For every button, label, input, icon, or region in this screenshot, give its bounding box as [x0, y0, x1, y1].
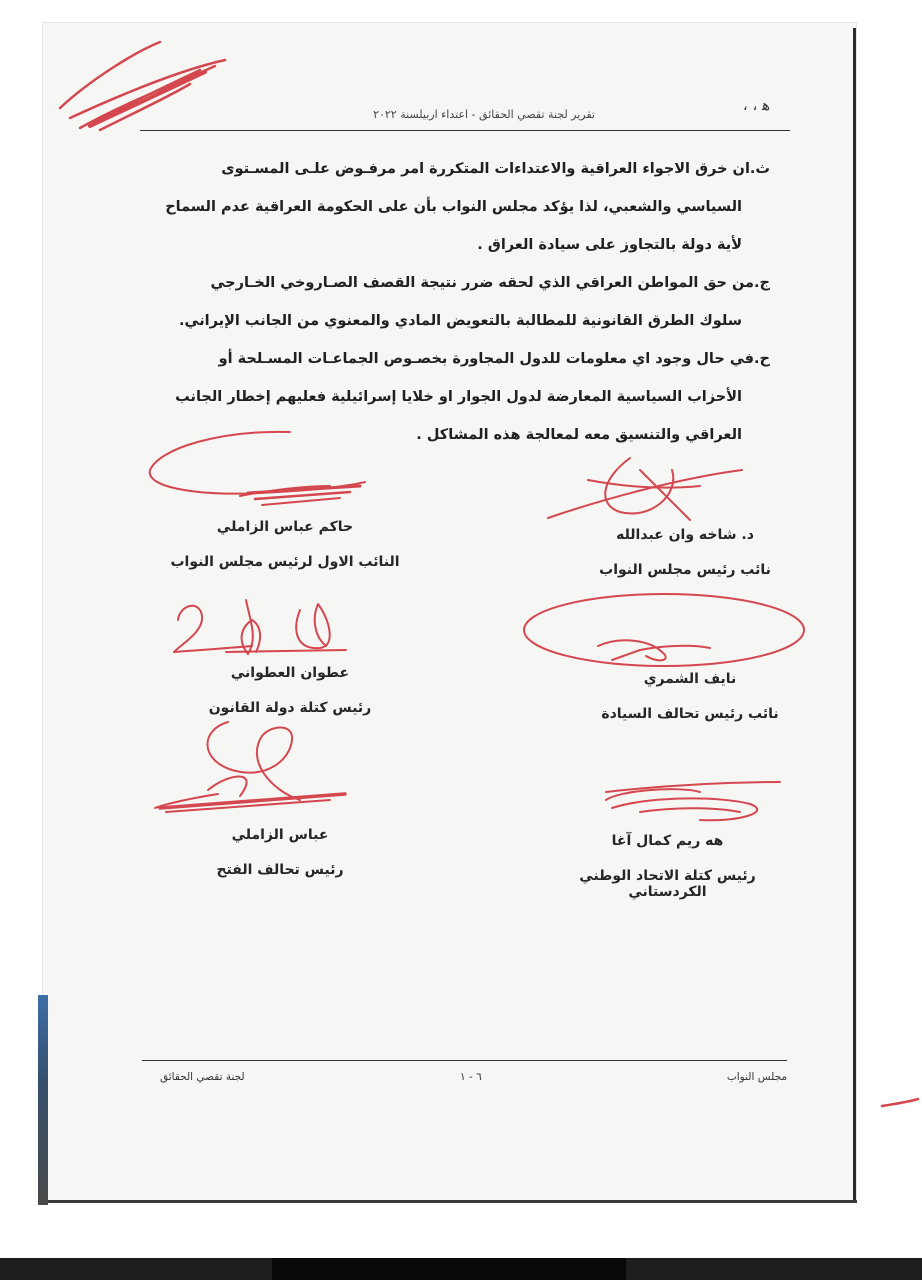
signatory-title: النائب الاول لرئيس مجلس النواب	[170, 554, 400, 570]
signatory-name: حاكم عباس الزاملي	[216, 519, 354, 535]
report-body	[130, 152, 770, 456]
signatory-title: نائب رئيس مجلس النواب	[599, 562, 771, 578]
background-strip	[38, 995, 48, 1205]
viewer-bottom-bar-segment	[272, 1258, 626, 1280]
signatory-block	[180, 822, 380, 878]
viewer-bottom-bar	[0, 1258, 922, 1280]
footer-committee: لجنة تقصي الحقائق	[160, 1071, 245, 1083]
signatory-block	[570, 522, 800, 578]
signatory-title: رئيس كتلة دولة القانون	[208, 700, 372, 716]
paragraph-ha: ح.في حال وجود اي معلومات للدول المجاورة بخصـوص الجماعـات المسـلحة أو	[218, 351, 770, 367]
paragraph-ha-line3: العراقي والتنسيق معه لمعالجة هذه المشاكل .	[416, 427, 742, 443]
signatory-block	[540, 828, 795, 900]
paragraph-tha-line3: لأية دولة بالتجاوز على سيادة العراق .	[477, 237, 742, 253]
page-edge-bottom	[42, 1200, 857, 1203]
signatory-name: عباس الزاملي	[231, 827, 329, 843]
page-footer	[142, 1060, 787, 1101]
page-header	[140, 96, 790, 131]
margin-ink-mark	[882, 1099, 918, 1106]
signatory-block	[575, 666, 805, 722]
signatory-name: عطوان العطواني	[230, 665, 350, 681]
paragraph-tha-line2: السياسي والشعبي، لذا يؤكد مجلس النواب بأن على الحكومة العراقية عدم السماح	[165, 199, 742, 215]
signatory-title: رئيس كتلة الاتحاد الوطني الكردستاني	[579, 868, 756, 900]
signatory-name: هه ريم كمال آغا	[611, 833, 724, 849]
header-mark: ﻫ ، ،	[742, 96, 770, 114]
paragraph-jim-line2: سلوك الطرق القانونية للمطالبة بالتعويض المادي والمعنوي من الجانب الإيراني.	[179, 313, 742, 329]
signatory-name: د. شاخه وان عبدالله	[616, 527, 754, 543]
page-edge-right	[853, 28, 856, 1203]
signatory-title: رئيس تحالف الفتح	[216, 862, 344, 878]
signatory-block	[180, 660, 400, 716]
signatory-title: نائب رئيس تحالف السيادة	[601, 706, 779, 722]
paragraph-jim: ج.من حق المواطن العراقي الذي لحقه ضرر نتيجة القصف الصـاروخي الخـارجي	[210, 275, 770, 291]
header-title: تقرير لجنة تقصي الحقائق - اعتداء اربيلسنة ٢٠٢٢	[373, 108, 595, 121]
footer-parliament: مجلس النواب	[726, 1071, 787, 1083]
paragraph-ha-line2: الأحزاب السياسية المعارضة لدول الجوار او خلايا إسرائيلية فعليهم إخطار الجانب	[175, 389, 742, 405]
signatory-block	[160, 514, 410, 570]
footer-page-number: ٦ - ١	[460, 1071, 482, 1083]
signatory-name: نايف الشمري	[643, 671, 737, 687]
paragraph-tha: ث.ان خرق الاجواء العراقية والاعتداءات المتكررة امر مرفـوض علـى المسـتوى	[221, 161, 770, 177]
